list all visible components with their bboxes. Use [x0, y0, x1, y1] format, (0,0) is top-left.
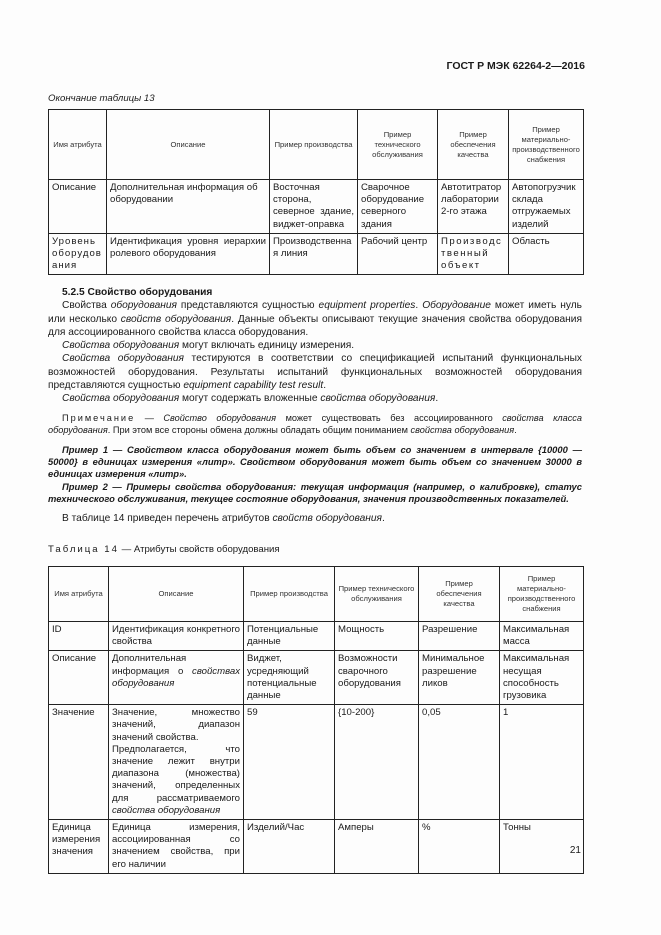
text: могут включать единицу измерения.	[179, 340, 355, 352]
table-cell: Уровень оборудования	[49, 233, 107, 275]
term: Оборудование	[422, 300, 491, 312]
note	[48, 412, 582, 436]
table14-header-row	[49, 567, 584, 622]
table-cell: Изделий/Час	[244, 820, 335, 874]
term: свойства оборудования	[112, 804, 221, 816]
table-cell: Автотитратор лаборатории 2-го этажа	[438, 180, 509, 234]
table14-header-cell: Имя атрибута	[49, 567, 109, 622]
table-row	[49, 651, 584, 705]
table-cell: Разрешение	[419, 622, 500, 651]
term: Свойства оборудования	[62, 340, 180, 352]
table-cell: %	[419, 820, 500, 874]
table13-header-cell: Пример обеспечения качества	[438, 110, 509, 180]
text: —	[135, 412, 164, 423]
table-row	[49, 180, 584, 234]
table-cell: Идентификация уровня иерархии ролевого оборудования	[107, 233, 270, 275]
caption-label: Таблица 14	[48, 544, 119, 555]
table-cell: Возможности сварочного оборудования	[335, 651, 419, 705]
text: В таблице 14 приведен перечень атрибутов	[62, 513, 273, 525]
term: Свойства оборудования	[62, 393, 180, 405]
table-cell: Потенциальные данные	[244, 622, 335, 651]
term: Свойства оборудования	[62, 353, 184, 365]
term: Свойство оборудования	[163, 412, 277, 423]
text: может иметь нуль или несколько	[48, 300, 582, 325]
table-cell: Тонны	[500, 820, 584, 874]
table-cell: Дополнительная информация об оборудовании	[107, 180, 270, 234]
table-cell: {10-200}	[335, 705, 419, 820]
table-cell: Автопогрузчик склада отгружаемых изделий	[509, 180, 584, 234]
table-row	[49, 705, 584, 820]
table-row	[49, 622, 584, 651]
text: . При этом все стороны обмена должны обладать общим пониманием	[107, 424, 411, 435]
table14-header-cell: Пример обеспечения качества	[419, 567, 500, 622]
table-row	[49, 820, 584, 874]
table-cell: 1	[500, 705, 584, 820]
table-cell	[109, 705, 244, 820]
document-code: ГОСТ Р МЭК 62264-2—2016	[446, 60, 585, 72]
table-cell: Виджет, усредняющий потенциальные данные	[244, 651, 335, 705]
paragraph	[48, 339, 582, 352]
term: свойства класса оборудования	[48, 412, 583, 435]
page-number: 21	[569, 845, 581, 856]
table-cell: Рабочий центр	[358, 233, 438, 275]
table-cell: ID	[49, 622, 109, 651]
table-cell: Производственный объект	[438, 233, 509, 275]
text: .	[381, 513, 385, 525]
term: свойств оборудования	[120, 313, 232, 325]
table-cell: Сварочное оборудование северного здания	[358, 180, 438, 234]
example-2: Пример 2 — Примеры свойства оборудования: текущая информация (например, о калибровке), статус технического обслуживания, текущее состояние оборудования, значения производственных показателей.	[48, 480, 582, 504]
table13-header-row	[49, 110, 584, 180]
paragraph	[48, 392, 582, 405]
text: тестируются в соответствии со спецификацией испытаний функциональных возможностей оборудования. Результаты испытаний функциональных возможностей оборудования представляются сущностью	[48, 353, 582, 392]
table-cell: Область	[509, 233, 584, 275]
text: может существовать без ассоциированного	[276, 412, 503, 423]
table14-caption	[48, 544, 280, 555]
term: свойства оборудования	[410, 424, 515, 435]
paragraph	[48, 299, 582, 339]
table14-header-cell: Пример производства	[244, 567, 335, 622]
note-label: Примечание	[62, 412, 136, 423]
paragraph	[48, 352, 582, 392]
table-cell: Мощность	[335, 622, 419, 651]
text: представляются сущностью	[176, 300, 319, 312]
caption-text: — Атрибуты свойств оборудования	[118, 544, 280, 555]
table13-header-cell: Пример производства	[270, 110, 358, 180]
table-14	[48, 566, 584, 874]
table-cell: Минимальное разрешение ликов	[419, 651, 500, 705]
table-cell: 59	[244, 705, 335, 820]
term: equipment properties	[318, 300, 416, 312]
table-cell: Описание	[49, 180, 107, 234]
table14-header-cell: Пример материально-производственного снабжения	[500, 567, 584, 622]
text: Предполагается, что значение лежит внутри диапазона (множества) значений, определенных для рассматриваемого	[112, 743, 240, 804]
table-cell: Идентификация конкретного свойства	[109, 622, 244, 651]
table14-header-cell: Описание	[109, 567, 244, 622]
section-title: 5.2.5 Свойство оборудования	[62, 287, 213, 298]
table-cell: Единица измерения, ассоциированная со значением свойства, при его наличии	[109, 820, 244, 874]
text: .	[323, 380, 327, 392]
text: Дополнительная информация о	[112, 653, 193, 677]
table14-header-cell: Пример технического обслуживания	[335, 567, 419, 622]
table-cell: Амперы	[335, 820, 419, 874]
text: .	[435, 393, 439, 405]
term: свойства оборудования	[320, 393, 436, 405]
text: могут содержать вложенные	[179, 393, 321, 405]
table-row	[49, 233, 584, 275]
table-cell: 0,05	[419, 705, 500, 820]
table13-header-cell: Пример технического обслуживания	[358, 110, 438, 180]
term: свойств оборудования	[272, 513, 382, 525]
table-cell: Максимальная несущая способность грузовика	[500, 651, 584, 705]
table13-header-cell: Пример материально-производственного снабжения	[509, 110, 584, 180]
table-cell: Описание	[49, 651, 109, 705]
text: Значение, множество значений, диапазон значений свойства.	[112, 707, 240, 743]
table-cell: Максимальная масса	[500, 622, 584, 651]
term: оборудования	[110, 300, 177, 312]
table-cell: Восточная сторона, северное здание, виджет-оправка	[270, 180, 358, 234]
text: . Данные объекты описывают текущие значения свойства оборудования для ассоциированного свойства класса оборудования.	[48, 313, 583, 338]
table-cell: Производственная линия	[270, 233, 358, 275]
term: свойствах оборудования	[112, 665, 240, 689]
table13-header-cell: Имя атрибута	[49, 110, 107, 180]
text: .	[415, 300, 423, 312]
table-cell	[109, 651, 244, 705]
table-13	[48, 109, 584, 275]
example-1: Пример 1 — Свойством класса оборудования может быть объем со значением в интервале {10000 — 50000} в единицах измерения «литр». Свойством оборудования может быть объем со значением 30000 в единицах измерения «литр».	[48, 444, 582, 480]
table13-caption: Окончание таблицы 13	[48, 93, 155, 104]
table-cell: Единица измерения значения	[49, 820, 109, 874]
table-cell: Значение	[49, 705, 109, 820]
text: .	[514, 424, 517, 435]
paragraph	[48, 512, 582, 525]
text: Свойства	[62, 300, 111, 312]
table13-header-cell: Описание	[107, 110, 270, 180]
section-5-2-5	[48, 286, 582, 525]
term: equipment capability test result	[183, 380, 324, 392]
